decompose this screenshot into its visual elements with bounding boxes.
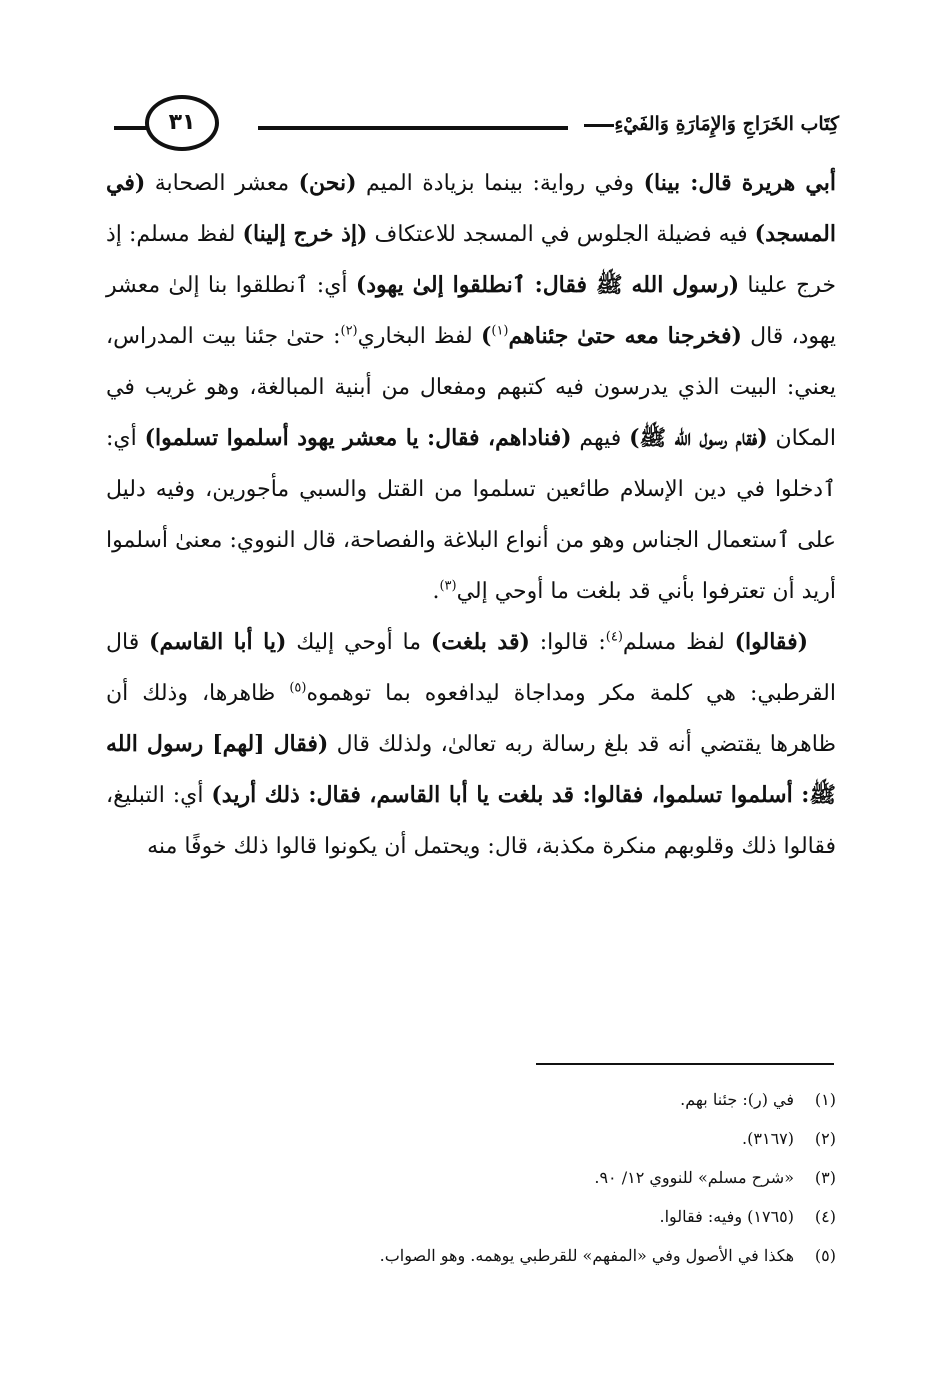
commentary-text: فيه فضيلة الجلوس في المسجد للاعتكاف (367, 222, 755, 247)
commentary-text: أي: ٱنطلقوا بنا إلىٰ معشر يهود، قال (106, 273, 837, 349)
bold-quote: (فقالوا) (734, 629, 808, 655)
page-number: ٣١ (168, 110, 196, 135)
bold-quote: (نحن) (298, 170, 357, 196)
footnote-number: (٤) (814, 1207, 836, 1226)
commentary-text: ما أوحي إليك (286, 630, 431, 655)
main-text (106, 158, 836, 872)
paragraph-1 (106, 158, 836, 617)
commentary-text: لفظ البخاري (357, 324, 481, 349)
commentary-text: أي: ٱدخلوا في دين الإسلام طائعين تسلموا من القتل والسبي مأجورين، وفيه دليل على ٱستعمال الجناس وهو من أنواع البلاغة والفصاحة، قال النووي: معنىٰ أسلموا أريد أن تعترفوا بأني قد بلغت ما أوحي إلي (106, 426, 836, 604)
commentary-text: معشر الصحابة (145, 171, 299, 196)
commentary-text: : حتىٰ جئنا بيت المدراس، يعني: البيت الذي يدرسون فيه كتبهم ومفعال من أبنية المبالغة، وهو غريب في المكان (106, 324, 836, 451)
bold-quote: ) (480, 323, 492, 349)
commentary-text: ظاهرها، وذلك أن ظاهرها يقتضي أنه قد بلغ رسالة ربه تعالىٰ، ولذلك قال (106, 681, 836, 757)
footnote-number: (١) (814, 1090, 836, 1109)
commentary-text: لفظ مسلم (622, 630, 735, 655)
bold-quote: (فناداهم، فقال: يا معشر يهود أسلموا تسلموا) (144, 425, 572, 451)
footnote-text: هكذا في الأصول وفي «المفهم» للقرطبي يوهمه. وهو الصواب. (379, 1246, 794, 1265)
commentary-text: قال القرطبي: هي كلمة مكر ومداجاة ليدافعوه بما توهموه (106, 630, 836, 706)
footnote-marker: (٢) (340, 323, 358, 339)
commentary-text: وفي رواية: بينما بزيادة الميم (356, 171, 644, 196)
footnote-3 (200, 1158, 836, 1197)
footnote-text: (٣١٦٧). (742, 1129, 794, 1148)
footnote-4 (200, 1197, 836, 1236)
bold-quote: أبي هريرة قال: بينا) (643, 170, 836, 196)
footnote-text: «شرح مسلم» للنووي ١٢/ ٩٠. (594, 1168, 794, 1187)
bold-quote: (قد بلغت) (430, 629, 530, 655)
footnote-marker: (٥) (289, 680, 307, 696)
footnote-marker: (٤) (605, 629, 623, 645)
footnote-2 (200, 1119, 836, 1158)
footnote-number: (٢) (814, 1129, 836, 1148)
commentary-text: . (432, 579, 440, 604)
bold-quote: (رسول الله ﷺ فقال: ٱنطلقوا إلىٰ يهود) (355, 272, 740, 298)
bold-quote: (فخرجنا معه حتىٰ جئناهم (508, 323, 742, 349)
footnote-text: (١٧٦٥) وفيه: فقالوا. (659, 1207, 794, 1226)
footnote-5 (200, 1236, 836, 1275)
commentary-text: فيهم (571, 426, 630, 451)
footnote-number: (٣) (814, 1168, 836, 1187)
bold-quote: (إذ خرج إلينا) (242, 221, 368, 247)
footnotes-list (200, 1080, 836, 1275)
page-number-badge (145, 95, 219, 151)
bold-quote: (فقال [لهم] رسول الله ﷺ: أسلموا تسلموا، فقالوا: قد بلغت يا أبا القاسم، فقال: ذلك أريد) (106, 731, 836, 808)
paragraph-2 (106, 617, 836, 872)
bold-quote: (يا أبا القاسم) (149, 629, 287, 655)
bold-quote: (فقام رسول الله ﷺ) (629, 425, 768, 451)
commentary-text: : قالوا: (529, 630, 606, 655)
commentary-text: أي: التبليغ، فقالوا ذلك وقلوبهم منكرة مكذبة، قال: ويحتمل أن يكونوا قالوا ذلك خوفًا منه (106, 783, 836, 859)
footnote-marker: (٣) (439, 578, 457, 594)
footnote-number: (٥) (814, 1246, 836, 1265)
book-title: كِتَاب الخَرَاجِ وَالإِمَارَةِ وَالفَيْءِ (614, 113, 839, 135)
footnote-marker: (١) (491, 323, 509, 339)
bold-quote: (في المسجد) (106, 170, 836, 247)
running-header-title (568, 110, 839, 138)
footnote-text: في (ر): جئنا بهم. (680, 1090, 794, 1109)
commentary-text: لفظ مسلم: إذ خرج علينا (106, 222, 836, 298)
header-dash (584, 124, 614, 127)
footnote-1 (200, 1080, 836, 1119)
footnote-separator (536, 1063, 834, 1065)
